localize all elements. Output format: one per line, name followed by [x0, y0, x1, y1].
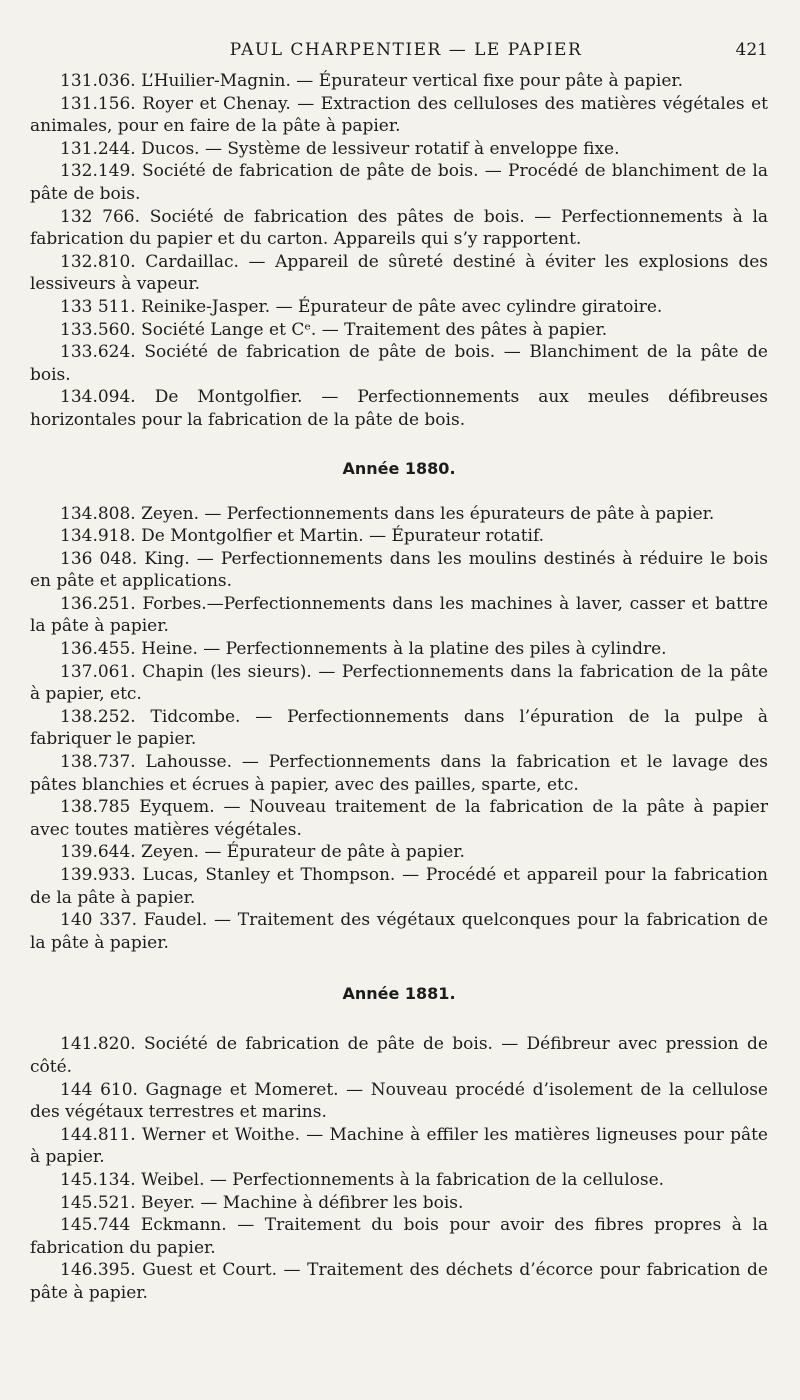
patent-number: 139.933.	[60, 865, 136, 885]
patent-number: 134.808.	[60, 503, 136, 524]
section-0	[30, 70, 768, 432]
patent-number: 144 610.	[60, 1079, 138, 1100]
patent-number: 133.560.	[60, 319, 136, 340]
patent-entry	[30, 138, 768, 161]
patent-description: Reinike-Jasper. — Épurateur de pâte avec cylindre giratoire.	[141, 296, 663, 317]
patent-number: 141.820.	[60, 1034, 136, 1055]
patent-entry	[30, 160, 768, 205]
patent-number: 138.737.	[60, 752, 136, 773]
patent-description: Ducos. — Système de lessiveur rotatif à enveloppe fixe.	[141, 138, 620, 159]
patent-number: 134.918.	[60, 526, 136, 547]
patent-entry	[30, 1033, 768, 1078]
patent-description: King. — Perfectionnements dans les moulins destinés à réduire le bois en pâte et applications.	[30, 548, 769, 592]
patent-entry	[30, 661, 768, 706]
patent-description: De Montgolfier et Martin. — Épurateur rotatif.	[141, 526, 545, 547]
patent-description: L’Huilier-Magnin. — Épurateur vertical fixe pour pâte à papier.	[141, 71, 684, 91]
patent-number: 131.244.	[60, 138, 136, 159]
patent-number: 137.061.	[60, 661, 136, 682]
patent-number: 133 511.	[60, 296, 136, 317]
patent-number: 136 048.	[60, 548, 138, 569]
page-number: 421	[735, 40, 768, 60]
patent-entry	[30, 1214, 768, 1259]
patent-entry	[30, 841, 768, 864]
patent-entry	[30, 251, 768, 296]
patent-number: 132.810.	[60, 251, 136, 272]
section-2	[30, 984, 768, 1304]
patent-number: 132 766.	[60, 206, 141, 227]
patent-number: 136.455.	[60, 639, 136, 660]
patent-description: Eyquem. — Nouveau traitement de la fabrication de la pâte à papier avec toutes matières végétales.	[30, 797, 768, 840]
patent-description: Weibel. — Perfectionnements à la fabrication de la cellulose.	[141, 1169, 665, 1190]
patent-description: Société Lange et Cᵉ. — Traitement des pâtes à papier.	[141, 319, 608, 340]
section-1	[30, 459, 768, 955]
patent-entry	[30, 593, 768, 638]
patent-entry	[30, 386, 768, 431]
patent-description: Guest et Court. — Traitement des déchets d’écorce pour fabrication de pâte à papier.	[30, 1260, 768, 1303]
patent-description: Beyer. — Machine à défibrer les bois.	[141, 1192, 464, 1213]
patent-number: 131.156.	[60, 93, 136, 114]
patent-entry	[30, 319, 768, 342]
patent-entry	[30, 796, 768, 841]
patent-number: 146.395.	[60, 1260, 136, 1281]
patent-entry	[30, 706, 768, 751]
patent-entry	[30, 1124, 768, 1169]
patent-description: Royer et Chenay. — Extraction des celluloses des matières végétales et animales, pour en faire de la pâte à papier.	[30, 93, 768, 137]
patent-number: 144.811.	[60, 1124, 136, 1145]
patent-entry	[30, 751, 768, 796]
patent-entry	[30, 93, 768, 138]
patent-number: 139.644.	[60, 842, 136, 863]
running-header	[30, 40, 768, 70]
patent-entry	[30, 70, 768, 93]
patent-list	[30, 70, 768, 1305]
patent-entry	[30, 864, 768, 909]
patent-description: Lahousse. — Perfectionnements dans la fabrication et le lavage des pâtes blanchies et écrues à papier, avec des pailles, sparte, etc.	[30, 752, 768, 795]
patent-description: Cardaillac. — Appareil de sûreté destiné à éviter les explosions des lessiveurs à vapeur.	[30, 251, 768, 295]
patent-entry	[30, 909, 768, 954]
patent-entry	[30, 1079, 768, 1124]
patent-entry	[30, 548, 768, 593]
patent-description: Heine. — Perfectionnements à la platine des piles à cylindre.	[141, 639, 667, 660]
patent-number: 131.036.	[60, 71, 136, 91]
patent-description: Société de fabrication des pâtes de bois. — Perfectionnements à la fabrication du papier et du carton. Appareils qui s’y rapportent.	[30, 206, 769, 250]
patent-entry	[30, 1259, 768, 1304]
patent-description: Société de fabrication de pâte de bois. — Procédé de blanchiment de la pâte de bois.	[30, 161, 768, 204]
year-heading: Année 1880.	[342, 458, 456, 478]
patent-number: 145.744	[60, 1215, 131, 1236]
patent-entry	[30, 638, 768, 661]
patent-number: 140 337.	[60, 910, 138, 931]
patent-number: 132.149.	[60, 161, 136, 182]
patent-number: 138.252.	[60, 706, 136, 727]
running-title: PAUL CHARPENTIER — LE PAPIER	[229, 40, 583, 60]
patent-number: 145.134.	[60, 1169, 136, 1190]
patent-description: Forbes.—Perfectionnements dans les machines à laver, casser et battre la pâte à papier.	[30, 593, 769, 637]
patent-description: Gagnage et Momeret. — Nouveau procédé d’isolement de la cellulose des végétaux terrestres et marins.	[30, 1079, 768, 1123]
patent-number: 136.251.	[60, 593, 136, 614]
patent-number: 134.094.	[60, 387, 136, 408]
patent-entry	[30, 1192, 768, 1215]
patent-entry	[30, 503, 768, 526]
patent-description: De Montgolfier. — Perfectionnements aux meules défibreuses horizontales pour la fabrication de la pâte de bois.	[30, 387, 768, 430]
patent-entry	[30, 525, 768, 548]
patent-description: Zeyen. — Épurateur de pâte à papier.	[141, 842, 465, 863]
patent-number: 133.624.	[60, 342, 136, 363]
patent-entry	[30, 1169, 768, 1192]
patent-entry	[30, 341, 768, 386]
patent-entry	[30, 206, 768, 251]
patent-description: Faudel. — Traitement des végétaux quelconques pour la fabrication de la pâte à papier.	[30, 910, 769, 953]
patent-description: Zeyen. — Perfectionnements dans les épurateurs de pâte à papier.	[141, 503, 715, 524]
patent-description: Société de fabrication de pâte de bois. — Blanchiment de la pâte de bois.	[30, 342, 768, 385]
patent-number: 138.785	[60, 797, 131, 818]
patent-description: Werner et Woithe. — Machine à effiler les matières ligneuses pour pâte à papier.	[30, 1124, 768, 1168]
patent-entry	[30, 296, 768, 319]
patent-description: Chapin (les sieurs). — Perfectionnements dans la fabrication de la pâte à papier, etc.	[30, 661, 769, 705]
patent-description: Tidcombe. — Perfectionnements dans l’épuration de la pulpe à fabriquer le papier.	[30, 706, 768, 750]
patent-number: 145.521.	[60, 1192, 136, 1213]
patent-description: Eckmann. — Traitement du bois pour avoir des fibres propres à la fabrication du papier.	[30, 1215, 768, 1258]
patent-description: Société de fabrication de pâte de bois. — Défibreur avec pression de côté.	[30, 1034, 768, 1077]
year-heading: Année 1881.	[342, 984, 456, 1004]
patent-description: Lucas, Stanley et Thompson. — Procédé et appareil pour la fabrication de la pâte à papier.	[30, 865, 769, 908]
